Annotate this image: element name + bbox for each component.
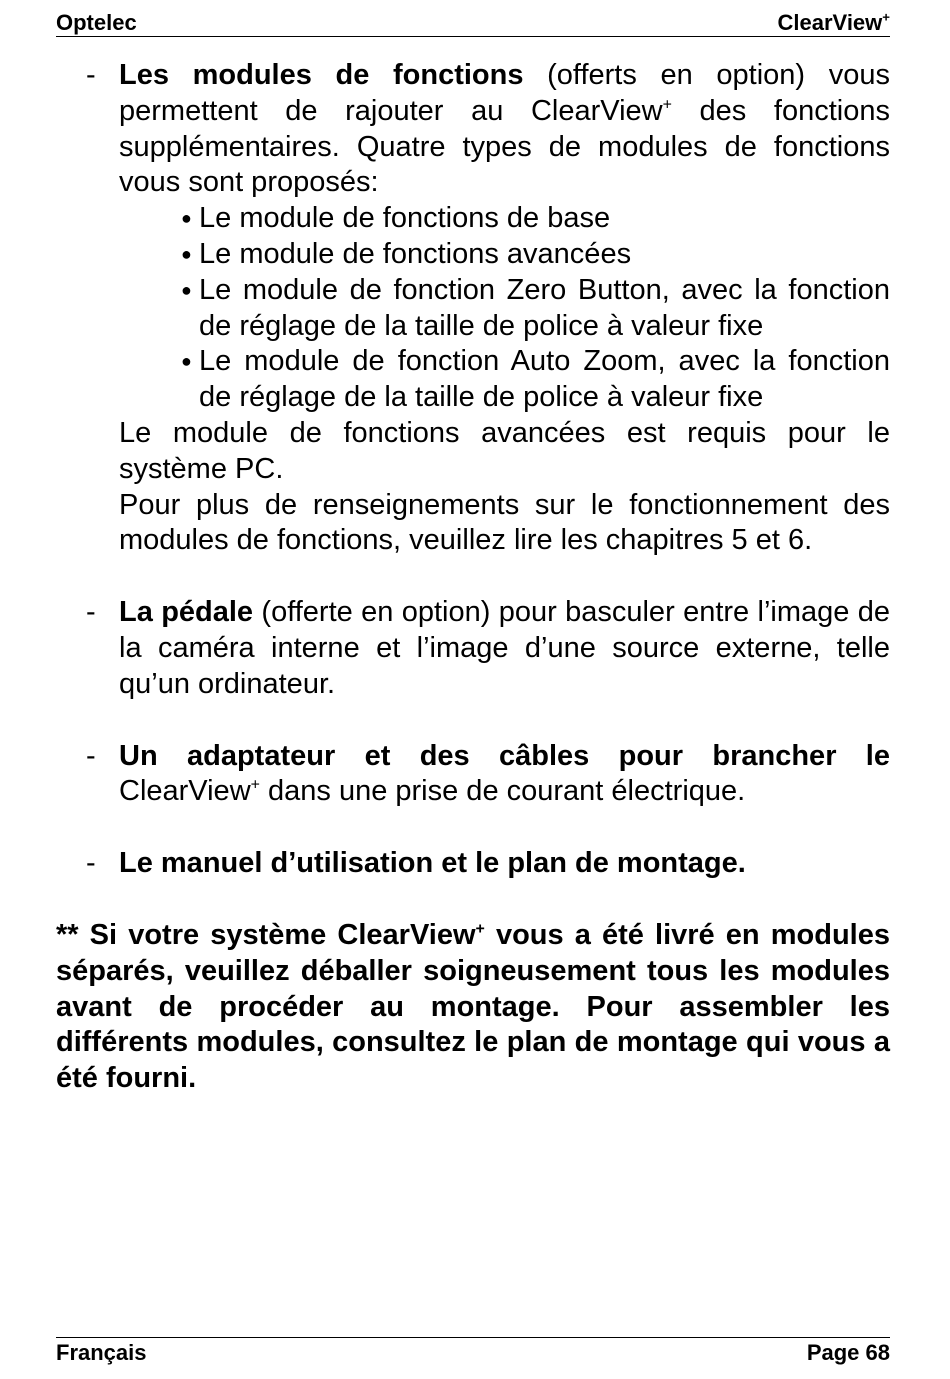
list-item-function-modules — [56, 58, 890, 559]
note-text: vous a été livré en modules séparés, veuillez déballer soigneusement tous les modules avant de procéder au montage. Pour assembler les différents modules, consultez le plan de montage qui vous a été fourni. — [56, 918, 890, 1095]
pedal-paragraph — [119, 595, 890, 702]
superscript: + — [475, 920, 485, 938]
bullet-icon: ● — [181, 279, 192, 300]
list-item-manual — [56, 846, 890, 882]
module-type-item — [181, 273, 890, 345]
module-type-item — [181, 344, 890, 416]
header-product-sup: + — [882, 9, 890, 25]
module-type-list — [119, 201, 890, 416]
item-text: des fonctions supplémentaires. Quatre types de modules de fonctions vous sont proposés: — [119, 94, 890, 199]
dash-marker: - — [86, 739, 96, 772]
item-heading: Les modules de fonctions — [119, 59, 524, 91]
page-number: Page 68 — [806, 1340, 890, 1365]
item-text: ClearView — [119, 775, 251, 808]
item-text: dans une prise de courant électrique. — [259, 775, 746, 808]
module-type-label: Le module de fonctions de base — [199, 202, 611, 235]
header-product-name: ClearView — [777, 10, 883, 35]
adapter-heading-line — [119, 739, 890, 775]
page-header — [56, 10, 890, 37]
page-content — [56, 58, 890, 1097]
dash-marker: - — [86, 596, 96, 629]
module-type-label: Le module de fonctions avancées — [199, 237, 632, 270]
module-type-label: Le module de fonction Auto Zoom, avec la fonction de réglage de la taille de police à valeur fixe — [199, 345, 890, 414]
manual-paragraph — [119, 846, 890, 882]
item-heading: Le manuel d’utilisation et le plan de montage. — [119, 847, 746, 880]
assembly-note — [56, 918, 890, 1097]
dash-marker: - — [86, 847, 96, 880]
superscript: + — [662, 96, 672, 114]
item-text: (offerte en option) pour basculer entre l’image de la caméra interne et l’image d’une source externe, telle qu’un ordinateur. — [119, 596, 890, 700]
page-footer — [56, 1337, 890, 1366]
superscript: + — [250, 776, 260, 794]
module-type-item — [181, 237, 890, 273]
module-type-label: Le module de fonction Zero Button, avec la fonction de réglage de la taille de police à valeur fixe — [199, 273, 890, 342]
function-modules-intro — [119, 58, 890, 201]
note-text: ** Si votre système ClearView — [56, 918, 476, 951]
item-text: (offerts en option) vous permettent de rajouter au ClearView — [119, 59, 890, 127]
list-item-pedal — [56, 595, 890, 702]
more-info-paragraph: Pour plus de renseignements sur le fonctionnement des modules de fonctions, veuillez lire les chapitres 5 et 6. — [119, 488, 890, 557]
pc-requirement-paragraph: Le module de fonctions avancées est requis pour le système PC. — [119, 416, 890, 485]
item-heading: La pédale — [119, 596, 254, 629]
bullet-icon: ● — [181, 208, 192, 229]
adapter-text-line — [119, 774, 890, 810]
item-heading: Un adaptateur et des câbles pour brancher le — [119, 739, 890, 772]
module-type-item — [181, 201, 890, 237]
dash-marker: - — [86, 59, 96, 91]
bullet-icon: ● — [181, 243, 192, 264]
header-brand: Optelec — [56, 10, 137, 35]
bullet-icon: ● — [181, 351, 192, 372]
list-item-adapter — [56, 739, 890, 811]
footer-language: Français — [56, 1340, 147, 1365]
header-product — [778, 10, 890, 36]
